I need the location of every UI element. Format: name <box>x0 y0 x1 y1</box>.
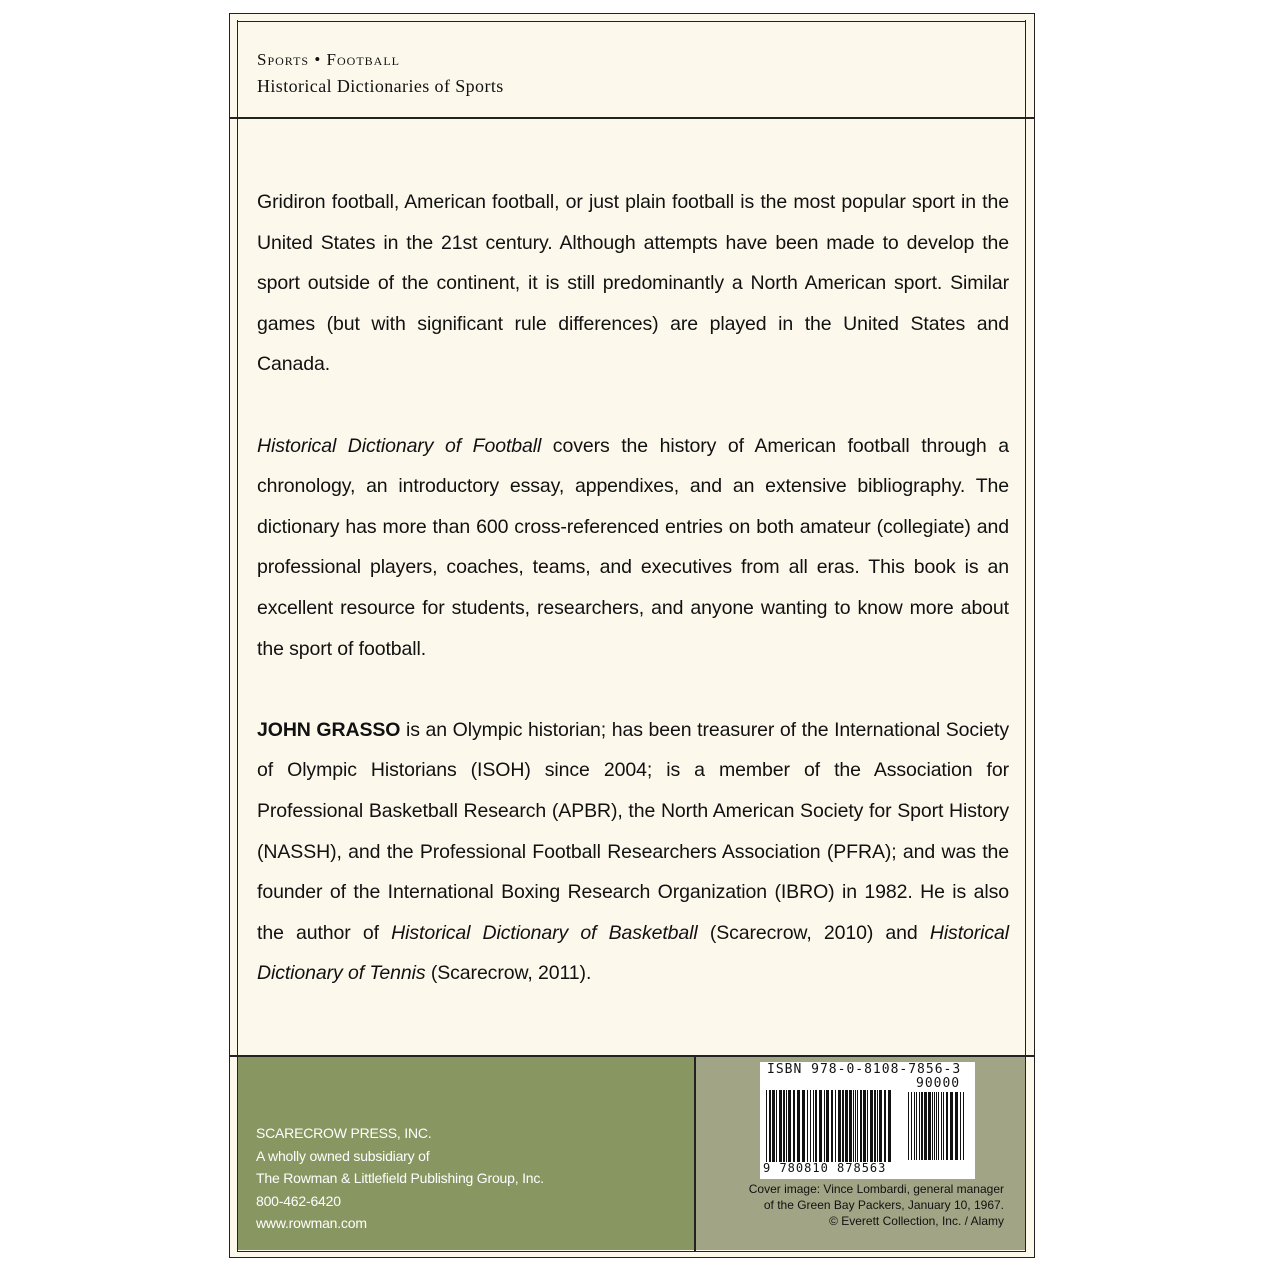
barcode-bar <box>826 1090 829 1162</box>
barcode-bar <box>877 1090 878 1162</box>
barcode-bar <box>936 1092 937 1160</box>
book-title: Historical Dictionary of Football <box>257 434 542 457</box>
other-book-title: Historical Dictionary of Tennis <box>257 921 1010 985</box>
barcode-bar <box>779 1090 782 1162</box>
book-description: covers the history of American football through a chronology, an introductory essay, appendixes, and an extensive bibliography. The dictionary has more than 600 cross-referenced entries on both amateur (collegiate) and professional players, coaches, teams, and executives from all eras. This book is an excellent resource for students, researchers, and anyone wanting to know more about the sport of football. <box>257 434 1009 660</box>
barcode-bar <box>874 1090 876 1162</box>
barcode-bar <box>924 1092 927 1160</box>
barcode-bar <box>783 1090 785 1162</box>
barcode-bar <box>934 1092 935 1160</box>
barcode-bar <box>914 1092 915 1160</box>
barcode-bar <box>870 1090 873 1162</box>
publisher-subsidiary: A wholly owned subsidiary of <box>256 1147 430 1164</box>
barcode-bar <box>879 1090 882 1162</box>
barcode-bar <box>810 1090 811 1162</box>
price-code: 90000 <box>916 1076 961 1091</box>
publisher-website: www.rowman.com <box>256 1215 367 1231</box>
barcode-bar <box>911 1092 912 1160</box>
book-paragraph <box>257 426 1009 670</box>
barcode-bar <box>813 1090 814 1162</box>
description-text <box>257 182 1009 994</box>
barcode-bar <box>766 1090 767 1162</box>
barcode-bar <box>946 1092 948 1160</box>
barcode-bar <box>835 1090 836 1162</box>
frame-inner-line <box>237 1251 1026 1252</box>
barcode-bar <box>943 1092 944 1160</box>
barcode-bar <box>860 1090 862 1162</box>
barcode-bar <box>772 1090 775 1162</box>
author-bio-end: (Scarecrow, 2011). <box>425 962 592 985</box>
barcode-bar <box>916 1092 917 1160</box>
barcode-bar <box>807 1090 808 1162</box>
barcode-bar <box>908 1092 909 1160</box>
barcode-bar <box>802 1090 805 1162</box>
barcode-bar <box>960 1092 961 1160</box>
barcode-bar <box>855 1090 856 1162</box>
frame-inner-line <box>237 21 1026 22</box>
author-bio-connector: (Scarecrow, 2010) and <box>697 921 930 944</box>
barcode-bar <box>863 1090 866 1162</box>
publisher-phone: 800-462-6420 <box>256 1192 341 1209</box>
barcode-bar <box>941 1092 942 1160</box>
barcode-bar <box>888 1090 891 1162</box>
barcode-bar <box>955 1092 958 1160</box>
barcode-bar <box>932 1092 933 1160</box>
cover-credit <box>700 1181 1004 1229</box>
series-label: Historical Dictionaries of Sports <box>257 76 504 96</box>
barcode-bar <box>786 1090 787 1162</box>
barcode-bars <box>766 1090 894 1162</box>
author-paragraph <box>257 710 1009 994</box>
barcode-bar <box>838 1090 841 1162</box>
barcode-bar <box>797 1090 800 1162</box>
barcode-bar <box>819 1090 822 1162</box>
footer-separator <box>694 1056 696 1251</box>
barcode-bar <box>769 1090 771 1162</box>
barcode-bar <box>884 1090 886 1162</box>
barcode-bar <box>853 1090 854 1162</box>
other-book-title: Historical Dictionary of Basketball <box>391 921 698 944</box>
header-divider <box>229 117 1035 119</box>
barcode-bar <box>824 1090 825 1162</box>
publisher-name: SCARECROW PRESS, INC. <box>256 1125 432 1141</box>
barcode-bar <box>963 1092 964 1160</box>
author-name: JOHN GRASSO <box>257 718 401 741</box>
barcode-bar <box>857 1090 858 1162</box>
barcode-bar <box>776 1090 777 1162</box>
barcode-bar <box>831 1090 833 1162</box>
barcode-bar <box>928 1092 931 1160</box>
credit-line: Cover image: Vince Lombardi, general manager <box>748 1182 1004 1196</box>
publisher-group: The Rowman & Littlefield Publishing Group, Inc. <box>256 1170 544 1186</box>
barcode-bar <box>793 1090 795 1162</box>
barcode-digits: 9 780810 878563 <box>763 1161 887 1175</box>
barcode-bar <box>849 1090 852 1162</box>
barcode-addon-bars <box>908 1092 968 1160</box>
author-bio: is an Olympic historian; has been treasurer of the International Society of Olympic Historians (ISOH) since 2004; is a member of the Association for Professional Basketball Research (APBR), the North American Society for Sport History (NASSH), and the Professional Football Researchers Association (PFRA); and was the founder of the International Boxing Research Organization (IBRO) in 1982. He is also the author of <box>257 718 1009 944</box>
publisher-info <box>256 1122 544 1235</box>
barcode-bar <box>788 1090 791 1162</box>
barcode-bar <box>950 1092 953 1160</box>
barcode-bar <box>919 1092 920 1160</box>
credit-line: © Everett Collection, Inc. / Alamy <box>829 1214 1004 1228</box>
barcode-bar <box>938 1092 939 1160</box>
barcode-bar <box>845 1090 848 1162</box>
isbn-number: ISBN 978-0-8108-7856-3 <box>767 1062 962 1077</box>
credit-line: of the Green Bay Packers, January 10, 1967. <box>763 1198 1004 1212</box>
frame-inner-line <box>1025 20 1026 1252</box>
barcode-bar <box>921 1092 923 1160</box>
barcode-bar <box>867 1090 868 1162</box>
barcode-bar <box>815 1090 817 1162</box>
intro-paragraph: Gridiron football, American football, or just plain football is the most popular sport in the United States in the 21st century. Although attempts have been made to develop the sport outside of the continent, it is still predominantly a North American sport. Similar games (but with significant rule differences) are played in the United States and Canada. <box>257 191 1009 376</box>
barcode-bar <box>842 1090 844 1162</box>
category-label: Sports • Football <box>257 50 400 69</box>
header <box>257 47 504 99</box>
